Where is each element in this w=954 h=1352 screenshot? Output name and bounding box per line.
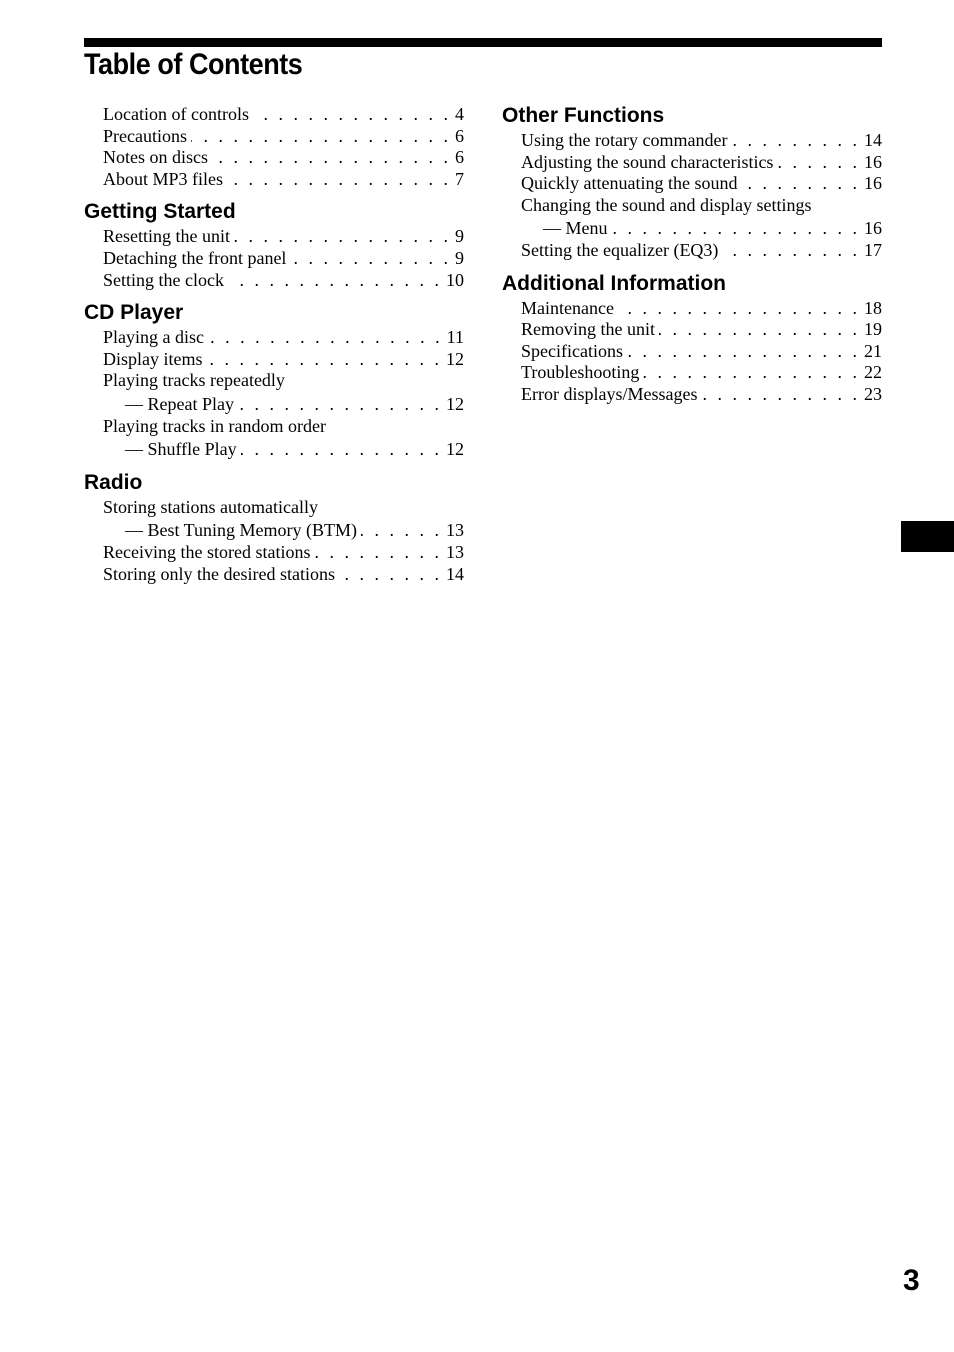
dot-leader (612, 218, 861, 240)
toc-entry-display-items[interactable] (103, 349, 464, 371)
toc-entry-page: 9 (455, 226, 464, 247)
toc-section-intro (84, 104, 464, 190)
toc-entry-page: 18 (864, 297, 882, 318)
toc-entry-page: 17 (864, 239, 882, 260)
dot-leader (741, 173, 860, 195)
toc-entry-page: 9 (455, 247, 464, 268)
toc-entry-playing-a-disc[interactable] (103, 327, 464, 349)
toc-entry-shuffle-play[interactable] (103, 416, 464, 461)
toc-entry-sublabel: — Repeat Play (125, 393, 234, 414)
toc-entry-label: Troubleshooting (521, 362, 640, 383)
toc-entry-sublabel: — Shuffle Play (125, 439, 237, 460)
toc-entry-sublabel: — Best Tuning Memory (BTM) (125, 520, 358, 541)
toc-entry-label: Setting the clock (103, 269, 224, 290)
toc-entry-label: Storing stations automatically (103, 496, 318, 517)
toc-entry-label: Maintenance (521, 297, 614, 318)
toc-section-other-functions (502, 103, 882, 262)
toc-entry-label: Playing a disc (103, 327, 204, 348)
toc-left-column (84, 104, 464, 594)
dot-leader (701, 384, 860, 406)
toc-entry-equalizer[interactable] (521, 240, 882, 262)
toc-entry-setting-the-clock[interactable] (103, 270, 464, 292)
toc-entry-page: 14 (446, 563, 464, 584)
toc-entry-error-displays[interactable] (521, 384, 882, 406)
toc-entry-label: Detaching the front panel (103, 247, 287, 268)
dot-leader (191, 126, 451, 148)
toc-entry-page: 22 (864, 362, 882, 383)
toc-section-cd-player (84, 300, 464, 461)
toc-entry-sound-characteristics[interactable] (521, 152, 882, 174)
top-rule (84, 38, 882, 47)
toc-entry-label: Storing only the desired stations (103, 563, 335, 584)
dot-leader (777, 152, 860, 174)
toc-entry-page: 11 (446, 327, 464, 348)
toc-entry-page: 16 (864, 173, 882, 194)
dot-leader (290, 248, 451, 270)
toc-entry-label: Error displays/Messages (521, 383, 698, 404)
toc-entry-specifications[interactable] (521, 341, 882, 363)
page-number: 3 (903, 1264, 920, 1297)
dot-leader (208, 327, 443, 349)
toc-entry-label: Receiving the stored stations (103, 541, 311, 562)
toc-entry-rotary-commander[interactable] (521, 130, 882, 152)
section-heading: Getting Started (84, 200, 236, 224)
toc-entry-label: Using the rotary commander (521, 130, 728, 150)
dot-leader (241, 439, 442, 461)
section-heading: CD Player (84, 301, 184, 325)
toc-entry-resetting-the-unit[interactable] (103, 226, 464, 248)
toc-entry-page: 7 (455, 168, 464, 189)
toc-entry-page: 12 (446, 348, 464, 369)
toc-entry-page: 14 (864, 130, 882, 150)
section-heading: Other Functions (502, 104, 665, 127)
dot-leader (339, 564, 442, 586)
dot-leader (212, 147, 451, 169)
toc-entry-page: 12 (446, 393, 464, 414)
toc-right-column (502, 103, 882, 415)
dot-leader (722, 240, 860, 262)
toc-entry-page: 13 (446, 520, 464, 541)
toc-entry-page: 6 (455, 147, 464, 168)
section-index-tab (901, 521, 954, 552)
toc-entry-sublabel: — Menu (543, 218, 608, 239)
toc-entry-label: Adjusting the sound characteristics (521, 151, 774, 172)
toc-entry-detaching-front-panel[interactable] (103, 248, 464, 270)
section-heading: Additional Information (502, 271, 726, 295)
toc-entry-troubleshooting[interactable] (521, 362, 882, 384)
toc-entry-receiving-stored-stations[interactable] (103, 542, 464, 564)
dot-leader (314, 542, 442, 564)
toc-entry-removing-the-unit[interactable] (521, 319, 882, 341)
toc-entry-maintenance[interactable] (521, 298, 882, 320)
toc-entry-notes-on-discs[interactable] (103, 147, 464, 169)
dot-leader (643, 362, 860, 384)
toc-entry-page: 6 (455, 125, 464, 146)
dot-leader (361, 520, 442, 542)
toc-entry-precautions[interactable] (103, 126, 464, 148)
dot-leader (618, 298, 860, 320)
toc-entry-location-of-controls[interactable] (103, 104, 464, 126)
toc-entry-repeat-play[interactable] (103, 370, 464, 415)
section-heading: Radio (84, 470, 143, 494)
toc-entry-label: Quickly attenuating the sound (521, 173, 738, 194)
dot-leader (627, 341, 860, 363)
dot-leader (234, 226, 451, 248)
dot-leader (207, 349, 443, 371)
toc-entry-label: Playing tracks repeatedly (103, 370, 285, 391)
toc-entry-about-mp3-files[interactable] (103, 169, 464, 191)
toc-entry-menu[interactable] (521, 195, 882, 240)
dot-leader (228, 270, 442, 292)
toc-entry-page: 19 (864, 319, 882, 340)
toc-entry-page: 16 (864, 218, 882, 239)
toc-entry-label: Location of controls (103, 104, 249, 124)
toc-entry-page: 21 (864, 340, 882, 361)
toc-entry-page: 10 (446, 269, 464, 290)
toc-entry-best-tuning-memory[interactable] (103, 497, 464, 542)
toc-entry-label: Playing tracks in random order (103, 415, 326, 436)
toc-entry-label: Notes on discs (103, 147, 208, 168)
toc-section-radio (84, 470, 464, 585)
toc-entry-page: 12 (446, 439, 464, 460)
dot-leader (253, 104, 451, 126)
page-title: Table of Contents (84, 48, 303, 81)
dot-leader (731, 130, 860, 152)
toc-section-getting-started (84, 199, 464, 291)
dot-leader (238, 394, 442, 416)
toc-entry-label: Setting the equalizer (EQ3) (521, 239, 719, 260)
toc-entry-page: 13 (446, 541, 464, 562)
toc-entry-attenuating-sound[interactable] (521, 173, 882, 195)
toc-entry-storing-desired-stations[interactable] (103, 564, 464, 586)
toc-entry-label: Changing the sound and display settings (521, 194, 812, 215)
toc-entry-page: 23 (864, 383, 882, 404)
toc-entry-label: Precautions (103, 125, 187, 146)
toc-entry-page: 4 (455, 104, 464, 124)
toc-entry-label: Resetting the unit (103, 226, 230, 247)
dot-leader (227, 169, 451, 191)
dot-leader (659, 319, 860, 341)
toc-entry-page: 16 (864, 151, 882, 172)
toc-entry-label: Removing the unit (521, 319, 655, 340)
toc-section-additional-information (502, 271, 882, 406)
toc-entry-label: Specifications (521, 340, 623, 361)
toc-entry-label: Display items (103, 348, 203, 369)
toc-entry-label: About MP3 files (103, 168, 224, 189)
